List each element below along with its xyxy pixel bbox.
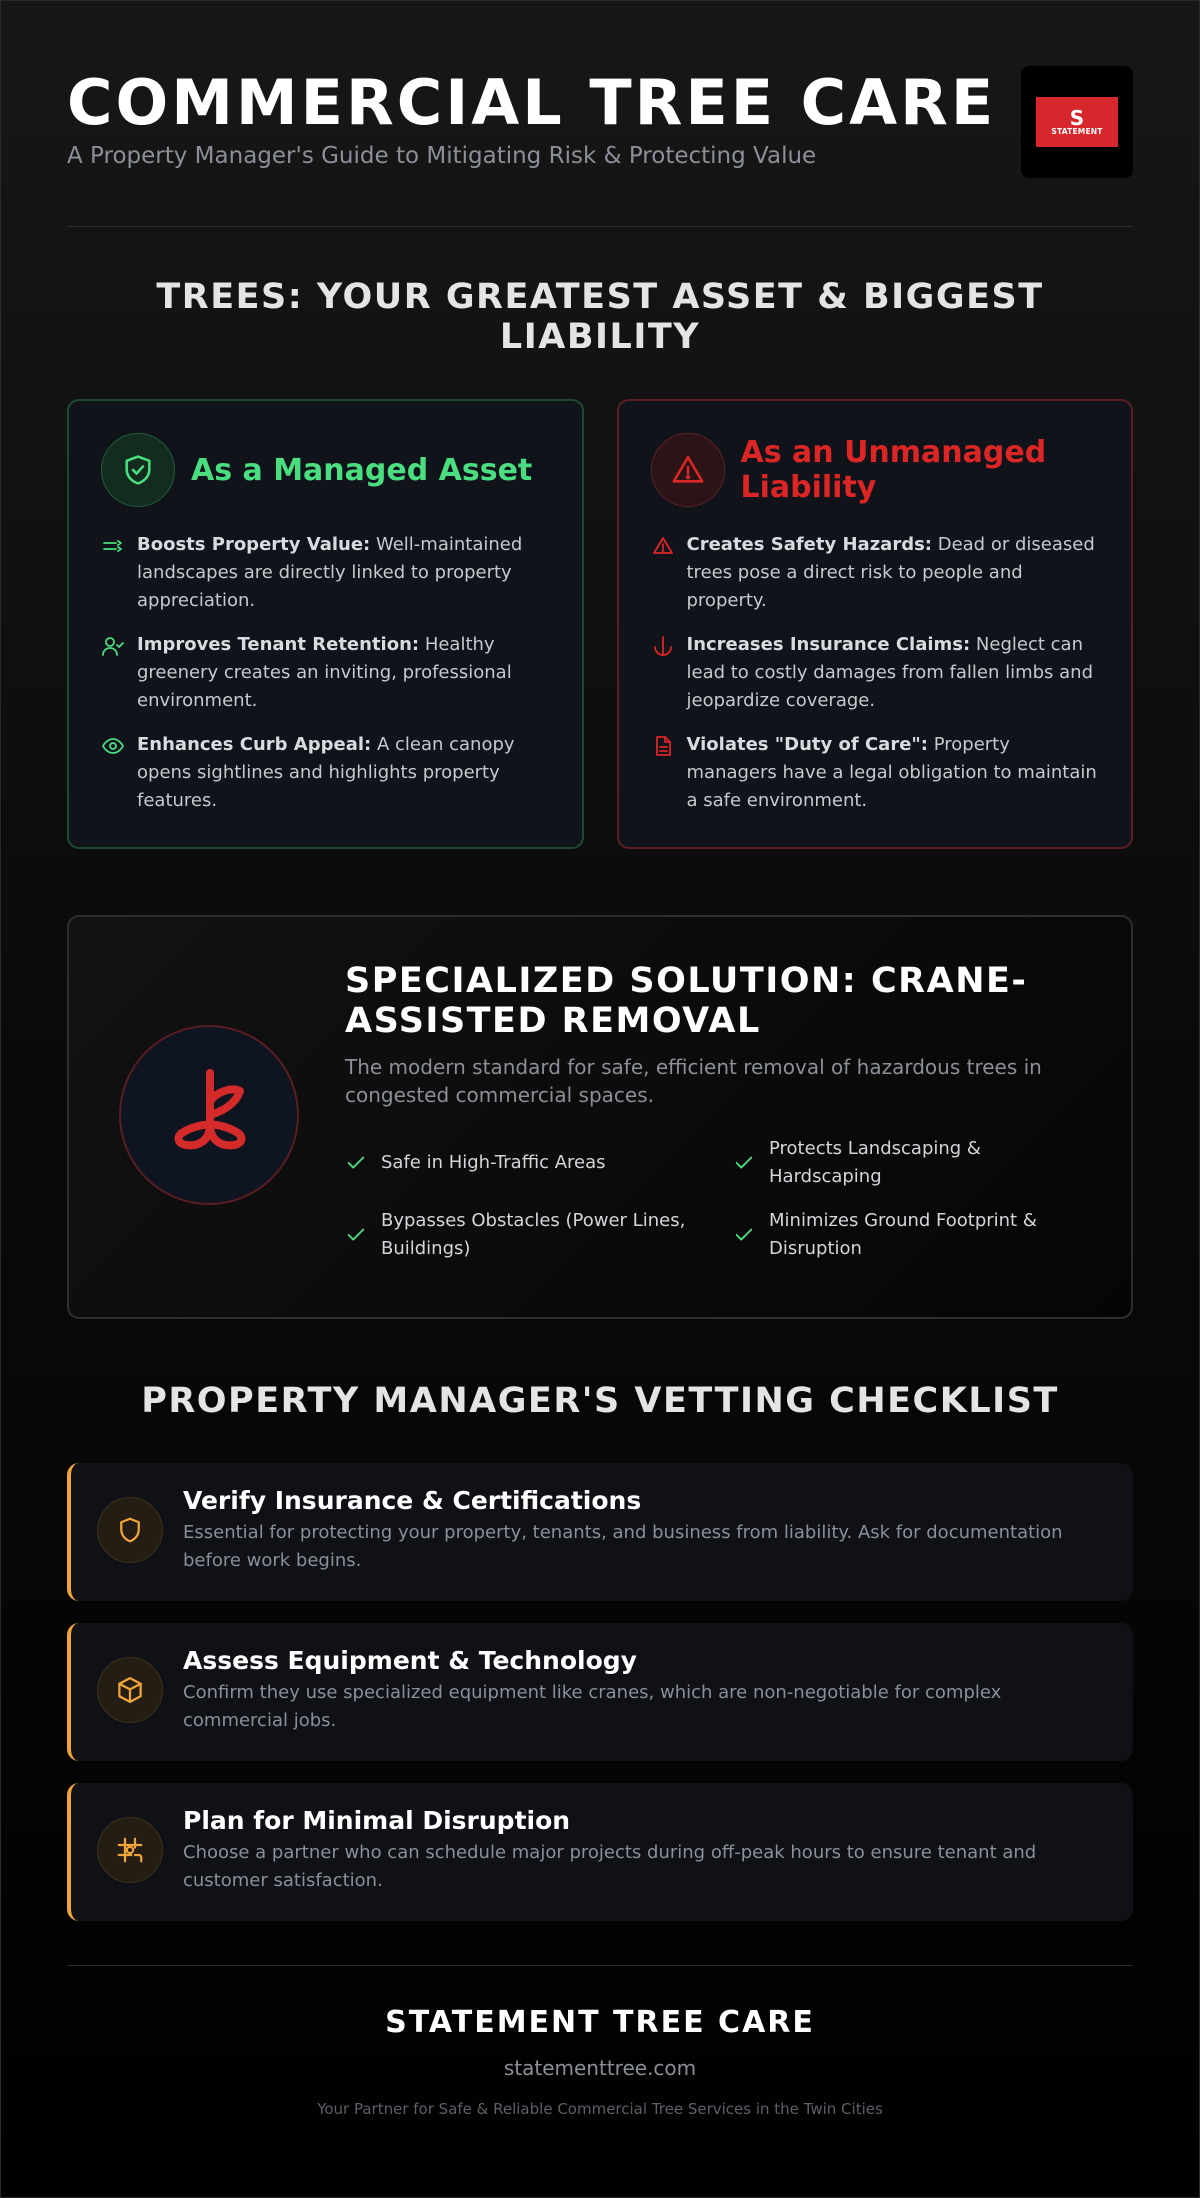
section-title-asset-liability: TREES: YOUR GREATEST ASSET & BIGGEST LIABILITY <box>156 277 1044 357</box>
header <box>67 1 1133 227</box>
logo-s-mark: S <box>1069 105 1085 130</box>
list-item <box>651 731 1100 815</box>
document-icon <box>651 734 675 758</box>
sprout-icon <box>119 1025 299 1205</box>
checklist-item <box>67 1783 1133 1921</box>
list-item <box>651 531 1100 615</box>
feature-item <box>345 1207 733 1263</box>
solution-title: SPECIALIZED SOLUTION: CRANE-ASSISTED REMOVAL <box>345 961 1028 1041</box>
list-item <box>101 731 550 815</box>
liability-risk-list <box>651 531 1100 815</box>
feature-label: Bypasses Obstacles (Power Lines, Buildings) <box>381 1210 686 1259</box>
asset-benefit-list <box>101 531 550 815</box>
footer <box>67 1965 1133 2118</box>
feature-label: Protects Landscaping & Hardscaping <box>769 1138 981 1187</box>
box-icon <box>97 1657 163 1723</box>
page-subtitle: A Property Manager's Guide to Mitigating Risk & Protecting Value <box>67 143 817 169</box>
warning-triangle-icon <box>651 433 725 507</box>
list-item <box>101 531 550 615</box>
feature-item <box>345 1135 733 1191</box>
list-item <box>651 631 1100 715</box>
page-title: COMMERCIAL TREE CARE <box>67 66 997 139</box>
section-title-checklist: PROPERTY MANAGER'S VETTING CHECKLIST <box>141 1381 1059 1421</box>
list-item-text: Increases Insurance Claims: Neglect can lead to costly damages from fallen limbs and jeopardize coverage. <box>686 634 1093 711</box>
eye-icon <box>101 734 125 758</box>
feature-label: Safe in High-Traffic Areas <box>381 1152 606 1173</box>
footer-website-link[interactable]: statementtree.com <box>503 2056 697 2080</box>
logo-badge <box>1036 97 1118 147</box>
card-header <box>651 433 1100 507</box>
unmanaged-liability-card <box>617 399 1134 849</box>
list-item-text: Boosts Property Value: Well-maintained landscapes are directly linked to property appreciation. <box>137 534 523 611</box>
feature-label: Minimizes Ground Footprint & Disruption <box>769 1210 1037 1259</box>
checklist-item <box>67 1463 1133 1601</box>
route-icon <box>97 1817 163 1883</box>
list-item <box>101 631 550 715</box>
card-header <box>101 433 550 507</box>
checklist-item-description: Essential for protecting your property, tenants, and business from liability. Ask for documentation before work begins. <box>183 1522 1063 1571</box>
solution-description: The modern standard for safe, efficient removal of hazardous trees in congested commercial spaces. <box>345 1055 1042 1107</box>
checklist-item-description: Choose a partner who can schedule major projects during off-peak hours to ensure tenant and customer satisfaction. <box>183 1842 1037 1891</box>
solution-content <box>345 961 1091 1263</box>
asset-liability-cards <box>67 399 1133 849</box>
unmanaged-liability-title: As an Unmanaged Liability <box>740 435 1047 505</box>
checklist-item <box>67 1623 1133 1761</box>
checklist-item-title: Plan for Minimal Disruption <box>183 1806 571 1835</box>
logo-wordmark: STATEMENT <box>1051 126 1103 136</box>
list-item-text: Violates "Duty of Care": Property managers have a legal obligation to maintain a safe environment. <box>686 734 1097 811</box>
check-icon <box>733 1224 755 1246</box>
checklist-item-description: Confirm they use specialized equipment like cranes, which are non-negotiable for complex commercial jobs. <box>183 1682 1002 1731</box>
footer-company-name: STATEMENT TREE CARE <box>385 2005 815 2040</box>
shield-icon <box>97 1497 163 1563</box>
trend-icon <box>101 534 125 558</box>
check-icon <box>345 1152 367 1174</box>
list-item-text: Creates Safety Hazards: Dead or diseased trees pose a direct risk to people and property. <box>686 534 1095 611</box>
solution-feature-grid <box>345 1135 1091 1263</box>
user-check-icon <box>101 634 125 658</box>
feature-item <box>733 1207 1091 1263</box>
list-item-text: Enhances Curb Appeal: A clean canopy opens sightlines and highlights property features. <box>137 734 515 811</box>
managed-asset-card <box>67 399 584 849</box>
footer-tagline: Your Partner for Safe & Reliable Commercial Tree Services in the Twin Cities <box>317 2100 883 2118</box>
vetting-checklist <box>67 1463 1133 1921</box>
warning-icon <box>651 534 675 558</box>
check-icon <box>345 1224 367 1246</box>
check-icon <box>733 1152 755 1174</box>
company-logo <box>1021 66 1133 178</box>
managed-asset-title: As a Managed Asset <box>191 452 533 488</box>
checklist-item-title: Assess Equipment & Technology <box>183 1646 637 1675</box>
list-item-text: Improves Tenant Retention: Healthy greenery creates an inviting, professional environment. <box>137 634 512 711</box>
shield-check-icon <box>101 433 175 507</box>
feature-item <box>733 1135 1091 1191</box>
checklist-item-title: Verify Insurance & Certifications <box>183 1486 642 1515</box>
crane-solution-panel <box>67 915 1133 1319</box>
anchor-icon <box>651 634 675 658</box>
